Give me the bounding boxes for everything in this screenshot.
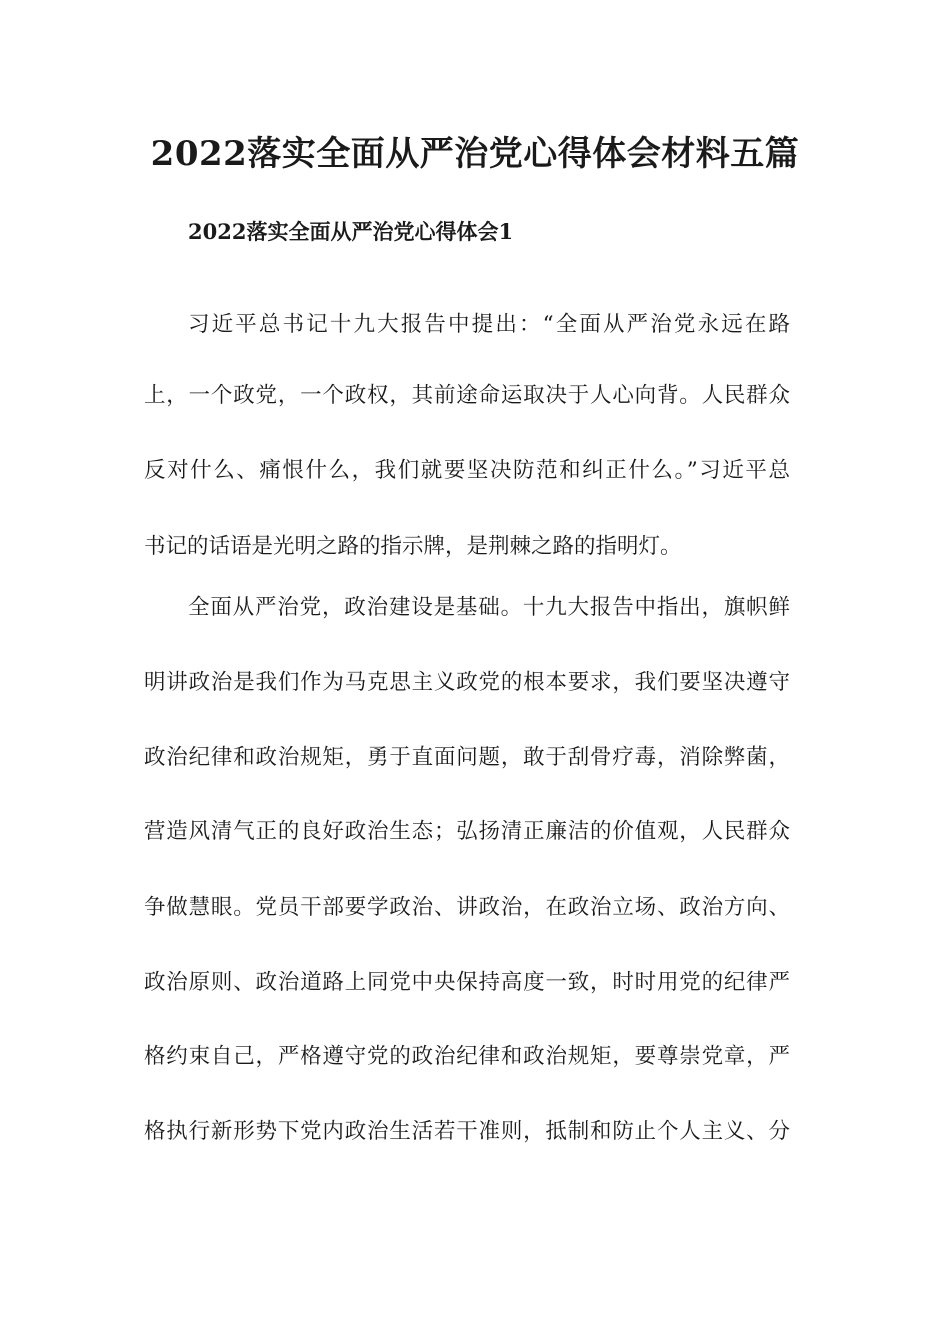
paragraph-line: 格执行新形势下党内政治生活若干准则，抵制和防止个人主义、分 — [144, 1119, 790, 1144]
document-title: 2022落实全面从严治党心得体会材料五篇 — [150, 134, 800, 174]
paragraph-line: 全面从严治党，政治建设是基础。十九大报告中指出，旗帜鲜 — [188, 595, 790, 620]
paragraph-line: 书记的话语是光明之路的指示牌，是荆棘之路的指明灯。 — [144, 534, 682, 559]
section-heading: 2022落实全面从严治党心得体会1 — [188, 219, 514, 244]
paragraph-line: 反对什么、痛恨什么，我们就要坚决防范和纠正什么。”习近平总 — [144, 458, 790, 483]
paragraph-line: 政治原则、政治道路上同党中央保持高度一致，时时用党的纪律严 — [144, 970, 790, 995]
paragraph-line: 争做慧眼。党员干部要学政治、讲政治，在政治立场、政治方向、 — [144, 895, 790, 920]
paragraph-line: 政治纪律和政治规矩，勇于直面问题，敢于刮骨疗毒，消除弊菌， — [144, 745, 790, 770]
paragraph-line: 营造风清气正的良好政治生态；弘扬清正廉洁的价值观，人民群众 — [144, 819, 790, 844]
paragraph-line: 上，一个政党，一个政权，其前途命运取决于人心向背。人民群众 — [144, 383, 790, 408]
paragraph-line: 格约束自己，严格遵守党的政治纪律和政治规矩，要尊崇党章，严 — [144, 1044, 790, 1069]
paragraph-line: 明讲政治是我们作为马克思主义政党的根本要求，我们要坚决遵守 — [144, 670, 790, 695]
paragraph-line: 习近平总书记十九大报告中提出：“全面从严治党永远在路 — [188, 312, 790, 337]
